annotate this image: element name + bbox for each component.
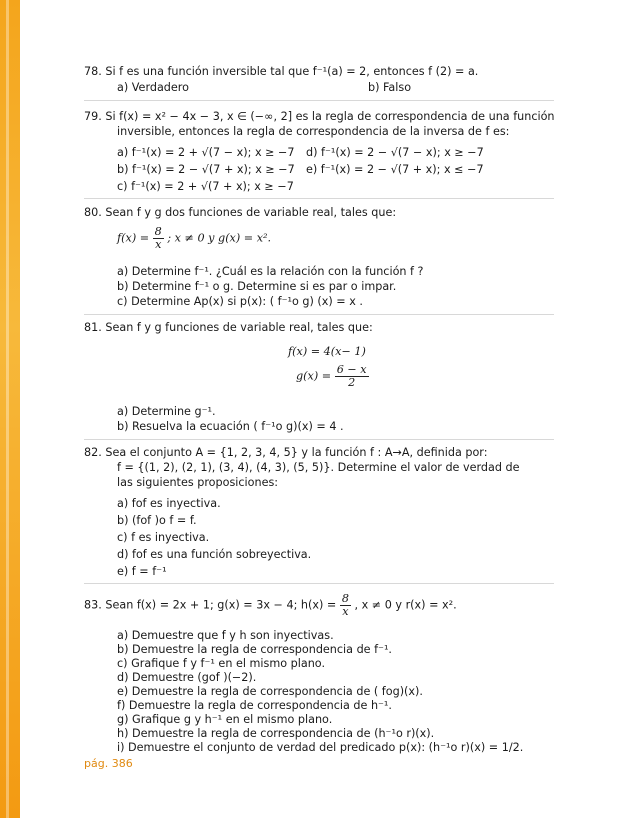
q78-question xyxy=(84,64,478,79)
q83-item-a: a) Demuestre que f y h son inyectivas. xyxy=(117,629,334,642)
q80-item-c: c) Determine Ap(x) si p(x): ( f⁻¹o g) (x) = x . xyxy=(117,295,363,308)
q80-text: Sean f y g dos funciones de variable real, tales que: xyxy=(105,206,397,219)
q83-question xyxy=(84,593,457,618)
q78-option-a: a) Verdadero xyxy=(117,81,189,94)
q82-number: 82. xyxy=(84,446,102,459)
q79-option-b: b) f⁻¹(x) = 2 − √(7 + x); x ≥ −7 xyxy=(117,163,295,176)
q81-f-definition: f(x) = 4(x− 1) xyxy=(288,345,366,358)
q83-fraction xyxy=(340,593,351,618)
separator xyxy=(84,198,554,199)
q81-fraction xyxy=(335,364,369,389)
q82-item-c: c) f es inyectiva. xyxy=(117,531,210,544)
q80-numerator: 8 xyxy=(154,225,162,238)
separator xyxy=(84,583,554,584)
q82-text-1: Sea el conjunto A = {1, 2, 3, 4, 5} y la función f : A→A, definida por: xyxy=(105,446,488,459)
separator xyxy=(84,439,554,440)
q80-definition xyxy=(117,226,271,251)
q83-item-h: h) Demuestre la regla de correspondencia de (h⁻¹o r)(x). xyxy=(117,727,435,740)
q78-number: 78. xyxy=(84,65,102,78)
q83-item-g: g) Grafique g y h⁻¹ en el mismo plano. xyxy=(117,713,333,726)
decorative-side-bar xyxy=(0,0,20,818)
q81-denominator: 2 xyxy=(348,376,356,389)
q81-question xyxy=(84,320,373,335)
q81-numerator: 6 − x xyxy=(336,363,367,376)
q78-option-b: b) Falso xyxy=(368,81,412,94)
q78-text: Si f es una función inversible tal que f⁻¹(a) = 2, entonces f (2) = a. xyxy=(105,65,479,78)
q83-item-e: e) Demuestre la regla de correspondencia de ( fog)(x). xyxy=(117,685,423,698)
q80-item-a: a) Determine f⁻¹. ¿Cuál es la relación con la función f ? xyxy=(117,265,424,278)
q79-option-d: d) f⁻¹(x) = 2 − √(7 − x); x ≥ −7 xyxy=(306,146,484,159)
q81-number: 81. xyxy=(84,321,102,334)
q81-text: Sean f y g funciones de variable real, tales que: xyxy=(105,321,373,334)
separator xyxy=(84,314,554,315)
q79-option-e: e) f⁻¹(x) = 2 − √(7 + x); x ≤ −7 xyxy=(306,163,484,176)
q82-text-3: las siguientes proposiciones: xyxy=(117,476,279,489)
q79-question xyxy=(84,109,555,124)
separator xyxy=(84,100,554,101)
q81-g-lhs: g(x) = xyxy=(296,369,335,383)
page-number: pág. 386 xyxy=(84,757,133,770)
q83-denominator: x xyxy=(342,605,349,618)
q82-question xyxy=(84,445,487,460)
q80-item-b: b) Determine f⁻¹ o g. Determine si es par o impar. xyxy=(117,280,397,293)
q79-text-1: Si f(x) = x² − 4x − 3, x ∈ (−∞, 2] es la regla de correspondencia de una función xyxy=(105,110,555,123)
q80-denominator: x xyxy=(155,238,162,251)
q81-item-a: a) Determine g⁻¹. xyxy=(117,405,216,418)
q82-text-2: f = {(1, 2), (2, 1), (3, 4), (4, 3), (5, 5)}. Determine el valor de verdad de xyxy=(117,461,520,474)
q79-number: 79. xyxy=(84,110,102,123)
q83-item-i: i) Demuestre el conjunto de verdad del predicado p(x): (h⁻¹o r)(x) = 1/2. xyxy=(117,741,524,754)
q80-question xyxy=(84,205,396,220)
q83-item-f: f) Demuestre la regla de correspondencia de h⁻¹. xyxy=(117,699,392,712)
q83-text-end: , x ≠ 0 y r(x) = x². xyxy=(354,598,457,612)
q80-number: 80. xyxy=(84,206,102,219)
q81-item-b: b) Resuelva la ecuación ( f⁻¹o g)(x) = 4 . xyxy=(117,420,344,433)
q83-numerator: 8 xyxy=(341,592,349,605)
q82-item-e: e) f = f⁻¹ xyxy=(117,565,167,578)
q83-item-c: c) Grafique f y f⁻¹ en el mismo plano. xyxy=(117,657,326,670)
q82-item-d: d) fof es una función sobreyectiva. xyxy=(117,548,312,561)
q82-item-b: b) (fof )o f = f. xyxy=(117,514,197,527)
q80-fraction xyxy=(153,226,164,251)
q79-option-a: a) f⁻¹(x) = 2 + √(7 − x); x ≥ −7 xyxy=(117,146,295,159)
q83-item-d: d) Demuestre (gof )(−2). xyxy=(117,671,257,684)
q80-f-lhs: f(x) = xyxy=(117,231,153,245)
q79-text-2: inversible, entonces la regla de correspondencia de la inversa de f es: xyxy=(117,125,510,138)
q83-text-start: Sean f(x) = 2x + 1; g(x) = 3x − 4; h(x) = xyxy=(105,598,340,612)
q83-number: 83. xyxy=(84,598,102,612)
q82-item-a: a) fof es inyectiva. xyxy=(117,497,221,510)
q81-g-definition xyxy=(296,364,369,389)
q80-f-rest: ; x ≠ 0 y g(x) = x². xyxy=(167,231,272,245)
q79-option-c: c) f⁻¹(x) = 2 + √(7 + x); x ≥ −7 xyxy=(117,180,294,193)
q83-item-b: b) Demuestre la regla de correspondencia de f⁻¹. xyxy=(117,643,392,656)
